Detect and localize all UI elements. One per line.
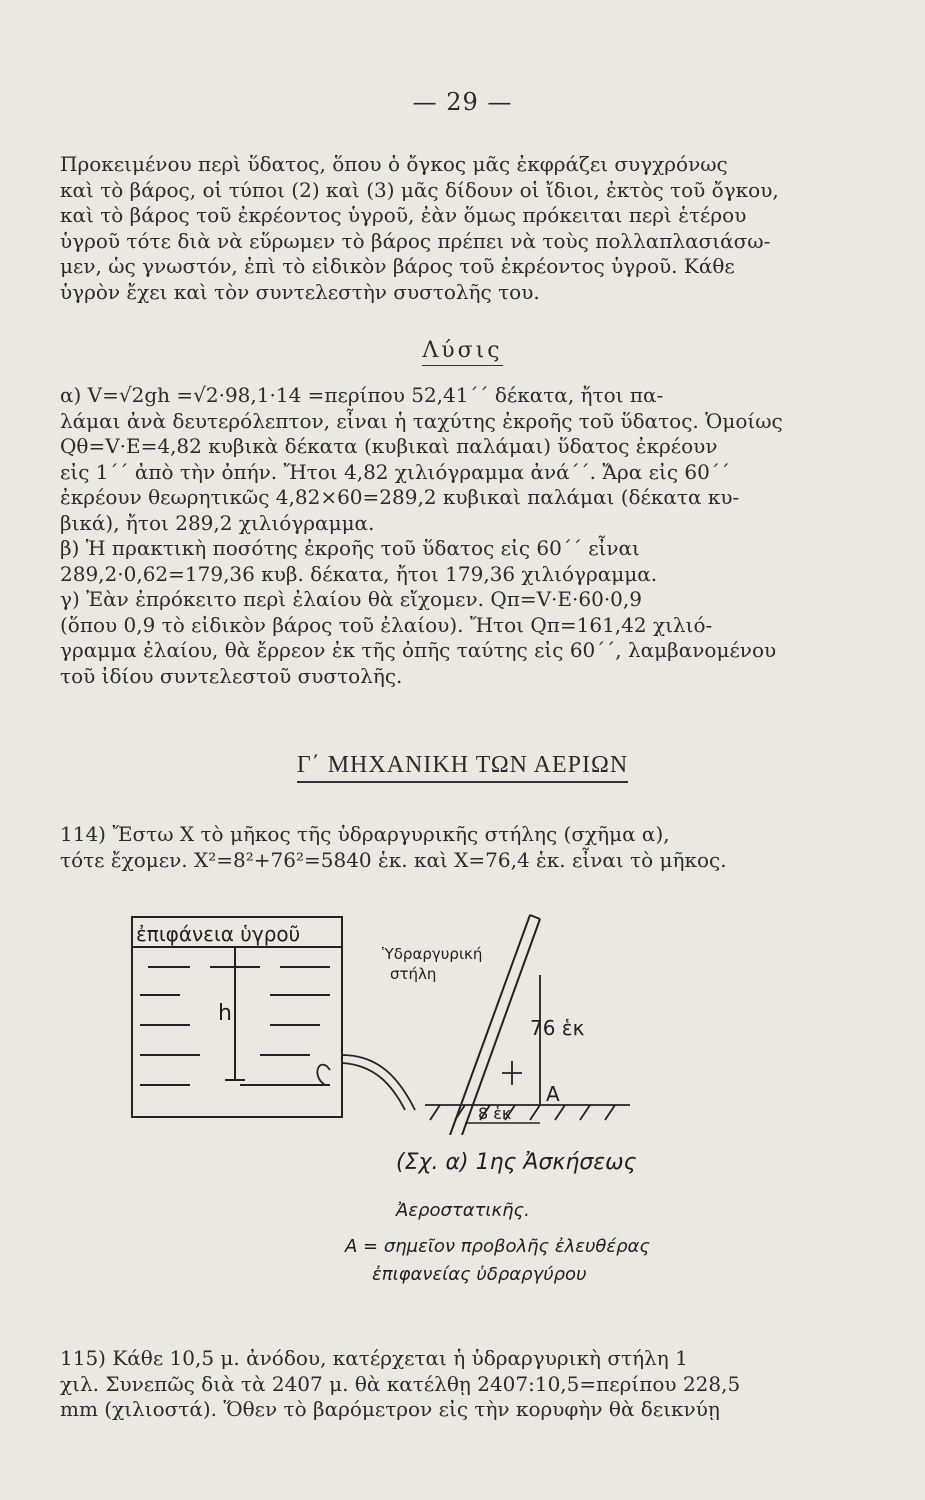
figure-caption-3: A = σημεῖον προβολῆς ἐλευθέρας [345, 1236, 650, 1257]
intro-paragraph [60, 152, 830, 305]
tank-label: ἐπιφάνεια ὑγροῦ [136, 922, 301, 946]
base-label: 8 ἑκ [478, 1104, 512, 1123]
text-line: βικά), ἤτοι 289,2 χιλιόγραμμα. [60, 510, 375, 535]
figure-caption-1: (Σχ. α) 1ης Ἀσκήσεως [396, 1150, 637, 1175]
text-line: τότε ἔχομεν. X²=8²+76²=5840 ἑκ. καὶ X=76,4 ἑκ. εἶναι τὸ μῆκος. [60, 847, 727, 872]
text-line: ἐκρέουν θεωρητικῶς 4,82×60=289,2 κυβικαὶ παλάμαι (δέκατα κυ- [60, 485, 740, 509]
section-title: Γ΄ ΜΗΧΑΝΙΚΗ ΤΩΝ ΑΕΡΙΩΝ [0, 752, 925, 779]
page-number: — 29 — [412, 88, 513, 116]
solution-heading: Λύσις [0, 338, 925, 363]
text-line: τοῦ ἰδίου συντελεστοῦ συστολῆς. [60, 663, 403, 688]
text-line: 115) Κάθε 10,5 μ. ἀνόδου, κατέρχεται ἡ ὑδραργυρικὴ στήλη 1 [60, 1346, 688, 1370]
solution-paragraph [60, 383, 830, 689]
text-line: εἰς 1΄΄ ἀπὸ τὴν ὀπήν. Ἤτοι 4,82 χιλιόγραμμα ἀνά΄΄. Ἄρα εἰς 60΄΄ [60, 459, 730, 484]
text-line: (ὅπου 0,9 τὸ εἰδικὸν βάρος τοῦ ἐλαίου). Ἤτοι Qπ=161,42 χιλιό- [60, 612, 713, 637]
text-line: καὶ τὸ βάρος τοῦ ἐκρέοντος ὑγροῦ, ἐὰν ὅμως πρόκειται περὶ ἑτέρου [60, 203, 747, 227]
text-line: β) Ἡ πρακτικὴ ποσότης ἐκροῆς τοῦ ὕδατος εἰς 60΄΄ εἶναι [60, 536, 640, 560]
height-label: 76 ἑκ [530, 1016, 585, 1040]
column-label: Ὑδραργυρική [382, 945, 483, 963]
text-line: καὶ τὸ βάρος, οἱ τύποι (2) καὶ (3) μᾶς δίδουν οἱ ἴδιοι, ἐκτὸς τοῦ ὄγκου, [60, 177, 779, 202]
point-a-label: A [546, 1082, 560, 1106]
text-line: Qθ=V·E=4,82 κυβικὰ δέκατα (κυβικαὶ παλάμαι) ὕδατος ἐκρέουν [60, 434, 718, 458]
h-label: h [218, 1001, 232, 1026]
column-label-2: στήλη [390, 965, 437, 983]
text-line: γ) Ἐὰν ἐπρόκειτο περὶ ἐλαίου θὰ εἴχομεν. Qπ=V·E·60·0,9 [60, 587, 642, 611]
text-line: χιλ. Συνεπῶς διὰ τὰ 2407 μ. θὰ κατέλθῃ 2407:10,5=περίπου 228,5 [60, 1371, 741, 1396]
text-line: Προκειμένου περὶ ὕδατος, ὅπου ὁ ὄγκος μᾶς ἐκφράζει συγχρόνως [60, 152, 728, 176]
figure-caption-2: Ἀεροστατικῆς. [396, 1200, 530, 1221]
figure-diagram [120, 905, 680, 1135]
text-line: α) V=√2gh =√2·98,1·14 =περίπου 52,41΄΄ δέκατα, ἤτοι πα- [60, 383, 664, 407]
tank-drawing [132, 917, 342, 1117]
water-jet [317, 1055, 415, 1110]
text-line: ὑγρὸν ἔχει καὶ τὸν συντελεστὴν συστολῆς του. [60, 279, 540, 304]
text-line: 289,2·0,62=179,36 κυβ. δέκατα, ἤτοι 179,36 χιλιόγραμμα. [60, 561, 658, 586]
figure-caption-4: ἐπιφανείας ὑδραργύρου [372, 1264, 587, 1285]
text-line: ὑγροῦ τότε διὰ νὰ εὕρωμεν τὸ βάρος πρέπει νὰ τοὺς πολλαπλασιάσω- [60, 228, 771, 253]
problem-114 [60, 822, 830, 873]
problem-115 [60, 1346, 830, 1423]
text-line: γραμμα ἐλαίου, θὰ ἔρρεον ἐκ τῆς ὀπῆς ταύτης εἰς 60΄΄, λαμβανομένου [60, 638, 777, 662]
text-line: 114) Ἔστω X τὸ μῆκος τῆς ὑδραργυρικῆς στήλης (σχῆμα α), [60, 822, 670, 846]
text-line: μεν, ὡς γνωστόν, ἐπὶ τὸ εἰδικὸν βάρος τοῦ ἐκρέοντος ὑγροῦ. Κάθε [60, 254, 735, 278]
text-line: λάμαι ἀνὰ δευτερόλεπτον, εἶναι ἡ ταχύτης ἐκροῆς τοῦ ὕδατος. Ὁμοίως [60, 408, 783, 433]
text-line: mm (χιλιοστά). Ὅθεν τὸ βαρόμετρον εἰς τὴν κορυφὴν θὰ δεικνύῃ [60, 1397, 720, 1421]
